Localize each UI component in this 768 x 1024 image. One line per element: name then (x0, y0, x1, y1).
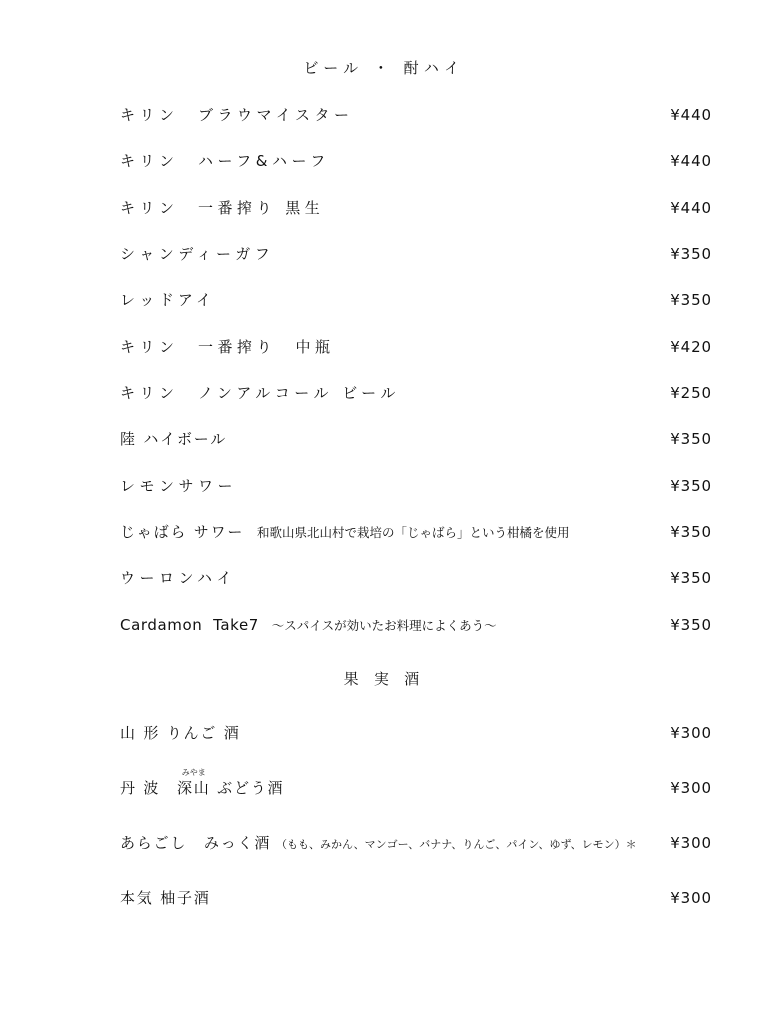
menu-item (120, 149, 712, 173)
menu-item (120, 103, 712, 127)
item-name-ruby (176, 768, 211, 800)
menu-item (120, 288, 712, 312)
item-price: ¥350 (670, 616, 712, 634)
item-name-ruby-reading: みやま (181, 768, 206, 777)
item-price: ¥300 (670, 834, 712, 852)
item-name: あらごし みっく酒 (120, 834, 272, 852)
item-name-group (120, 768, 285, 800)
item-name: レッドアイ (120, 291, 216, 309)
menu-item (120, 613, 712, 637)
item-name: ウーロンハイ (120, 569, 236, 587)
menu-item (120, 721, 712, 745)
menu-item (120, 427, 712, 451)
item-price: ¥440 (670, 106, 712, 124)
item-name: キリン 一番搾り 中瓶 (120, 338, 335, 356)
item-name-group (120, 831, 637, 857)
item-note: 〜スパイスが効いたお料理によくあう〜 (271, 618, 497, 633)
item-name: レモンサワー (120, 477, 238, 495)
item-price: ¥440 (670, 152, 712, 170)
menu-item (120, 242, 712, 266)
item-name-group (120, 613, 497, 638)
item-price: ¥350 (670, 245, 712, 263)
item-name: じゃばら サワー (120, 523, 245, 541)
item-note: （もも、みかん、マンゴー、バナナ、りんご、パイン、ゆず、レモン）＊ (275, 838, 637, 851)
item-price: ¥300 (670, 889, 712, 907)
section-heading-fruit-liqueur: 果 実 酒 (343, 670, 425, 688)
menu-item (120, 886, 712, 910)
item-price: ¥350 (670, 569, 712, 587)
item-price: ¥440 (670, 199, 712, 217)
item-name: Cardamon Take7 (120, 616, 259, 634)
item-name-prefix: 丹 波 (120, 779, 177, 797)
menu-item (120, 474, 712, 498)
item-note: 和歌山県北山村で栽培の「じゃばら」という柑橘を使用 (256, 525, 570, 540)
item-name-suffix: ぶどう酒 (210, 779, 285, 797)
item-name: 陸 ハイボール (120, 430, 228, 448)
item-name: 山 形 りんご 酒 (120, 724, 241, 742)
item-name: キリン ノンアルコール ビール (120, 384, 400, 402)
menu-item (120, 196, 712, 220)
item-price: ¥300 (670, 779, 712, 797)
item-name: キリン ハーフ&ハーフ (120, 152, 330, 170)
item-price: ¥420 (670, 338, 712, 356)
item-price: ¥350 (670, 430, 712, 448)
menu-item (120, 566, 712, 590)
item-price: ¥300 (670, 724, 712, 742)
item-price: ¥250 (670, 384, 712, 402)
item-name: 本気 柚子酒 (120, 889, 211, 907)
menu-item (120, 381, 712, 405)
item-price: ¥350 (670, 523, 712, 541)
menu-item (120, 768, 712, 800)
section-heading-beer-chuhai: ビール ・ 酎ハイ (303, 59, 465, 77)
item-name: シャンディーガフ (120, 245, 275, 263)
item-price: ¥350 (670, 291, 712, 309)
menu-item (120, 520, 712, 544)
menu-item (120, 335, 712, 359)
item-price: ¥350 (670, 477, 712, 495)
item-name-ruby-base: 深山 (176, 779, 211, 797)
item-name-group (120, 520, 569, 545)
item-name: キリン 一番搾り 黒生 (120, 199, 325, 217)
menu-item (120, 831, 712, 855)
item-name: キリン ブラウマイスター (120, 106, 354, 124)
